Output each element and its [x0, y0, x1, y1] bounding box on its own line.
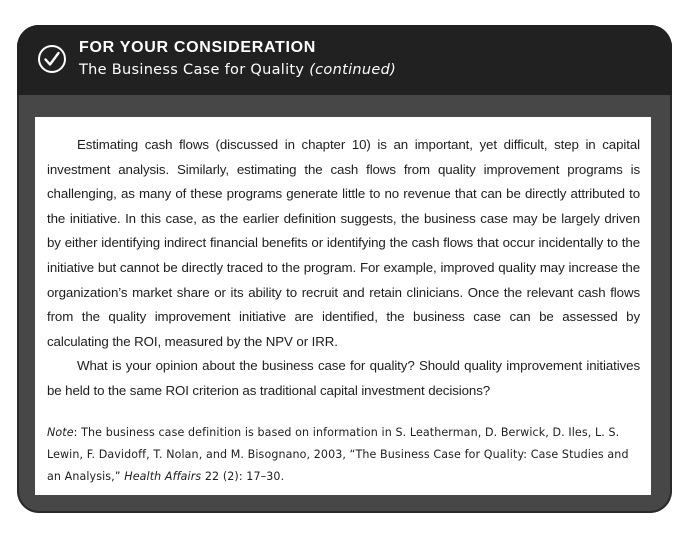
consideration-box — [17, 25, 672, 513]
subtitle-continued: (continued) — [309, 62, 397, 78]
note-journal: Health Affairs — [124, 470, 202, 484]
note-text-2: 22 (2): 17–30. — [201, 470, 285, 484]
body-paragraph-1: Estimating cash flows (discussed in chapter 10) is an important, yet difficult, step in capital investment analysis. Similarly, estimating the cash flows from quality improvement programs is challenging, as many of these programs generate little to no revenue that can be directly attributed to the initiative. In this case, as the earlier definition suggests, the business case may be largely driven by either identifying indirect financial benefits or identifying the cash flows that occur incidentally to the initiative but cannot be directly traced to the program. For example, improved quality may increase the organization’s market share or its ability to recruit and retain clinicians. Once the relevant cash flows from the quality improvement initiative are identified, the business case can be assessed by calculating the ROI, measured by the NPV or IRR. — [47, 137, 640, 349]
checkmark-circle-icon — [37, 44, 67, 74]
note-text-1: : The business case definition is based on information in S. Leatherman, D. Berwick, D. Iles, L. S. Lewin, F. Davidoff, T. Nolan, and M. Bisognano, 2003, “The Business Case for Quality: Case Studies and an Analysis,” — [47, 425, 629, 484]
source-note — [47, 422, 640, 489]
box-subtitle — [79, 62, 396, 78]
box-title: FOR YOUR CONSIDERATION — [79, 39, 317, 56]
content-panel — [35, 117, 651, 495]
subtitle-main: The Business Case for Quality — [79, 62, 310, 78]
note-label: Note — [47, 425, 74, 439]
box-header — [17, 25, 672, 95]
body-paragraph-2: What is your opinion about the business case for quality? Should quality improvement initiatives be held to the same ROI criterion as traditional capital investment decisions? — [47, 358, 640, 398]
